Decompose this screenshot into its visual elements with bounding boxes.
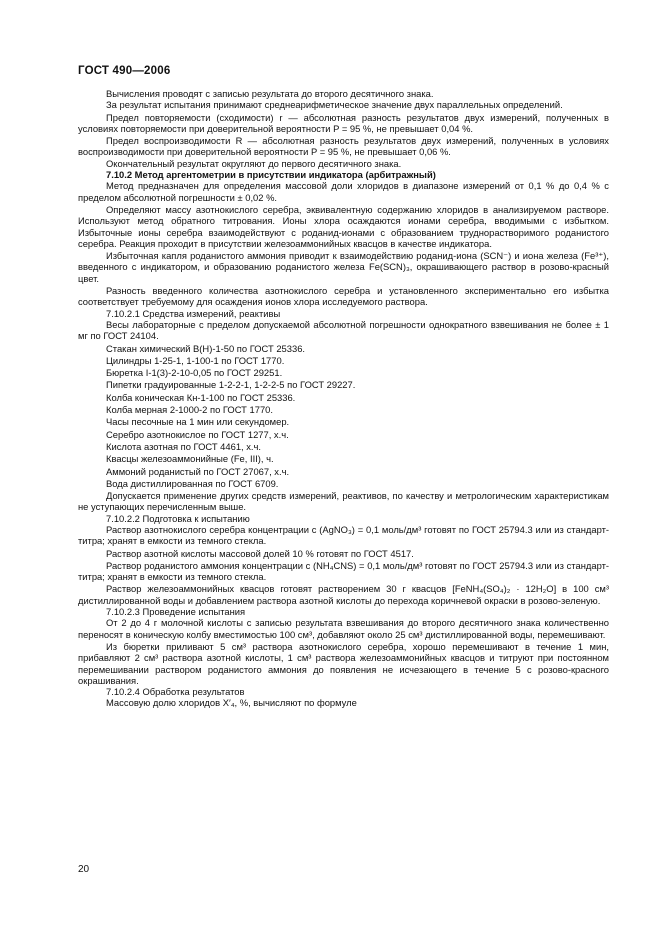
paragraph: Окончательный результат округляют до первого десятичного знака. bbox=[106, 157, 402, 169]
list-item: Пипетки градуированные 1-2-2-1, 1-2-2-5 по ГОСТ 29227. bbox=[106, 379, 356, 391]
list-item: Кислота азотная по ГОСТ 4461, х.ч. bbox=[106, 440, 262, 452]
list-item: Колба коническая Кн-1-100 по ГОСТ 25336. bbox=[106, 391, 296, 403]
list-item: Квасцы железоаммонийные (Fe, III), ч. bbox=[106, 453, 274, 465]
paragraph: Раствор железоаммонийных квасцов готовят растворением 30 г квасцов [FeNH₄(SO₄)₂ · 12H₂O] в 100 см³ дистиллированной воды и добавлением раствора азотной кислоты до перехода коричневой окраски в розово-зеленую. bbox=[78, 583, 609, 606]
subsection-heading: 7.10.2.1 Средства измерений, реактивы bbox=[106, 307, 281, 319]
paragraph: Предел воспроизводимости R — абсолютная разность результатов двух измерений, полученных в условиях воспроизводимости при доверительной вероятности P = 95 %, не превышает 0,06 %. bbox=[78, 135, 609, 158]
list-item: Часы песочные на 1 мин или секундомер. bbox=[106, 416, 290, 428]
document-body bbox=[78, 88, 609, 709]
list-item: Вода дистиллированная по ГОСТ 6709. bbox=[106, 477, 279, 489]
list-item: Цилиндры 1-25-1, 1-100-1 по ГОСТ 1770. bbox=[106, 354, 285, 366]
paragraph: Раствор роданистого аммония концентрации c (NH₄CNS) = 0,1 моль/дм³ готовят по ГОСТ 25794.3 или из стандарт-титра; хранят в емкости из темного стекла. bbox=[78, 559, 609, 583]
paragraph: Предел повторяемости (сходимости) r — абсолютная разность результатов двух измерений, полученных в условиях повторяемости при доверительной вероятности P = 95 %, не превышает 0,04 %. bbox=[78, 111, 609, 134]
page-number: 20 bbox=[78, 864, 90, 875]
paragraph: От 2 до 4 г молочной кислоты с записью результата взвешивания до второго десятичного знака количественно переносят в коническую колбу вместимостью 100 см³, добавляют около 25 см³ дистиллированной воды, перемешивают. bbox=[78, 617, 609, 640]
list-item: Стакан химический В(Н)-1-50 по ГОСТ 25336. bbox=[106, 342, 306, 354]
list-item: Колба мерная 2-1000-2 по ГОСТ 1770. bbox=[106, 404, 273, 416]
list-item: Серебро азотнокислое по ГОСТ 1277, х.ч. bbox=[106, 428, 289, 440]
subsection-heading: 7.10.2.2 Подготовка к испытанию bbox=[106, 512, 250, 524]
paragraph: Массовую долю хлоридов X′₄, %, вычисляют по формуле bbox=[106, 697, 357, 709]
list-item: Бюретка I-1(3)-2-10-0,05 по ГОСТ 29251. bbox=[106, 367, 283, 379]
paragraph: Из бюретки приливают 5 см³ раствора азотнокислого серебра, хорошо перемешивают в течение 1 мин, прибавляют 2 см³ раствора азотной кислоты, 1 см³ раствора железоаммонийных квасцов и титруют при постоянном перемешивании раствором роданистого аммония до появления не исчезающего в течение 5 с розово-красного окрашивания. bbox=[78, 640, 609, 686]
paragraph: Избыточная капля роданистого аммония приводит к взаимодействию роданид-иона (SCN⁻) и иона железа (Fe³⁺), введенного с индикатором, и образованию роданистого железа Fe(SCN)₃, окрашивающего раствор в розово-красный цвет. bbox=[78, 250, 609, 284]
paragraph: Разность введенного количества азотнокислого серебра и установленного экспериментально его избытка соответствует требуемому для осаждения ионов хлора исследуемого раствора. bbox=[78, 285, 609, 308]
paragraph: Определяют массу азотнокислого серебра, эквивалентную содержанию хлоридов в анализируемом растворе. Используют метод обратного титрования. Ионы хлора осаждаются ионами серебра, вводимыми с избытком. Избыточные ионы серебра взаимодействуют с роданид-ионами с образованием труднорастворимого роданистого серебра. Реакция проходит в присутствии железоаммонийных квасцов в качестве индикатора. bbox=[78, 203, 609, 249]
paragraph: Раствор азотной кислоты массовой долей 10 % готовят по ГОСТ 4517. bbox=[106, 547, 414, 559]
paragraph: Вычисления проводят с записью результата до второго десятичного знака. bbox=[106, 88, 434, 99]
list-item: Аммоний роданистый по ГОСТ 27067, х.ч. bbox=[106, 465, 290, 477]
paragraph: За результат испытания принимают среднеарифметическое значение двух параллельных определений. bbox=[106, 99, 563, 111]
paragraph: Раствор азотнокислого серебра концентрации c (AgNO₃) = 0,1 моль/дм³ готовят по ГОСТ 25794.3 или из стандарт-титра; хранят в емкости из темного стекла. bbox=[78, 523, 609, 547]
section-heading: 7.10.2 Метод аргентометрии в присутствии индикатора (арбитражный) bbox=[106, 169, 436, 181]
subsection-heading: 7.10.2.3 Проведение испытания bbox=[106, 606, 246, 618]
paragraph: Допускается применение других средств измерений, реактивов, по качеству и метрологическим характеристикам не уступающих перечисленным выше. bbox=[78, 490, 609, 513]
paragraph: Метод предназначен для определения массовой доли хлоридов в диапазоне измерений от 0,1 % до 0,4 % с пределом абсолютной погрешности ± 0,02 %. bbox=[78, 180, 609, 203]
subsection-heading: 7.10.2.4 Обработка результатов bbox=[106, 686, 245, 698]
document-header: ГОСТ 490—2006 bbox=[78, 65, 171, 77]
paragraph: Весы лабораторные с пределом допускаемой абсолютной погрешности однократного взвешивания не более ± 1 мг по ГОСТ 24104. bbox=[78, 318, 609, 342]
